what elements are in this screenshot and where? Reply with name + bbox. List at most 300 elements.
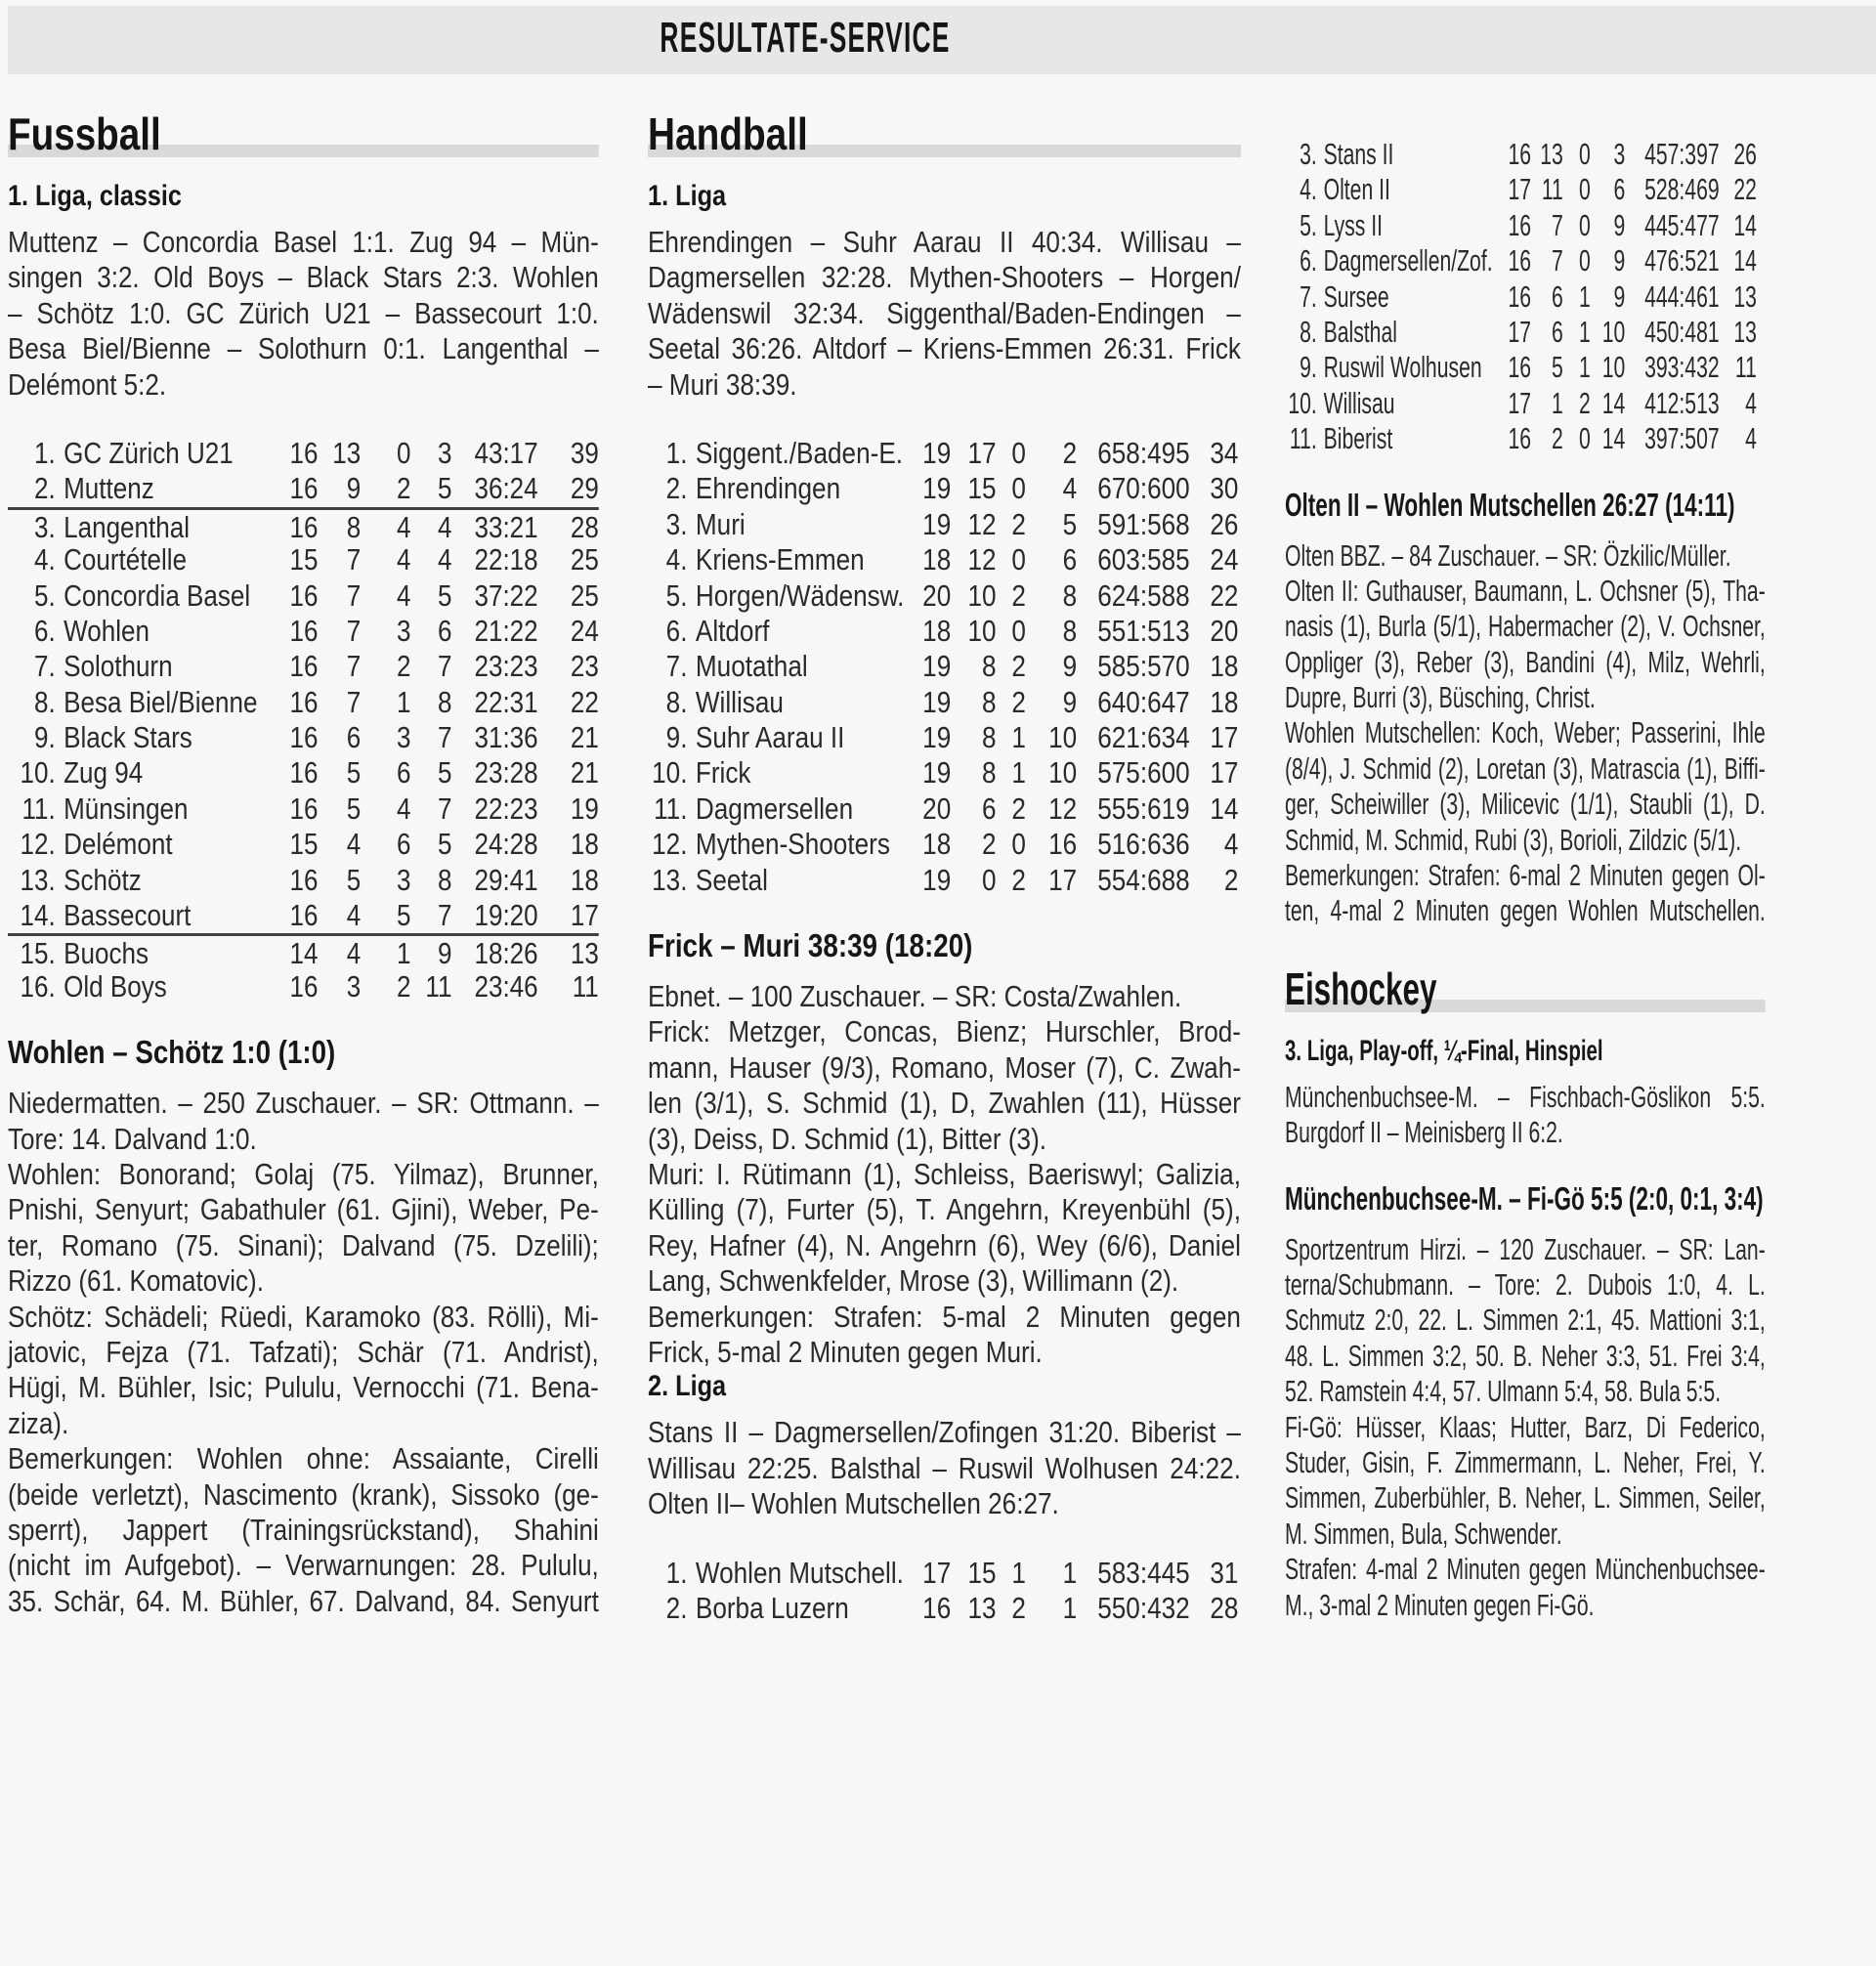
- cell-games: 18: [922, 542, 952, 577]
- text-line: Dupre, Burri (3), Büsching, Christ.: [1285, 680, 1596, 715]
- cell-team: Borba Luzern: [695, 1590, 849, 1625]
- table-row: [648, 1556, 1241, 1591]
- cell-rank: 4.: [1300, 172, 1317, 207]
- cell-games: 17: [1508, 385, 1532, 420]
- table-row: [1285, 243, 1766, 278]
- cell-team: Old Boys: [64, 968, 167, 1004]
- cell-losses: 1: [1062, 1555, 1078, 1590]
- cell-points: 23: [570, 649, 599, 684]
- cell-points: 39: [570, 435, 599, 470]
- cell-draws: 3: [396, 613, 411, 648]
- cell-losses: 10: [1048, 755, 1078, 791]
- cell-wins: 6: [1552, 314, 1563, 349]
- table-row: [648, 720, 1241, 755]
- cell-games: 16: [1508, 278, 1532, 314]
- report-paragraph: [8, 1441, 599, 1619]
- text-line: len (3/1), S. Schmid (1), D, Zwahlen (11), Hüsser: [648, 1086, 1241, 1121]
- report-paragraph: [1285, 1410, 1766, 1553]
- cell-goals: 23:28: [474, 755, 538, 791]
- text-line: mann, Hauser (9/3), Romano, Moser (7), C. Zwah-: [648, 1049, 1241, 1085]
- cell-draws: 3: [396, 720, 411, 755]
- report-paragraph: [648, 979, 1241, 1014]
- cell-losses: 2: [1062, 435, 1078, 470]
- table-row: [648, 1591, 1241, 1626]
- cell-goals: 450:481: [1644, 314, 1720, 349]
- text-line: 48. L. Simmen 3:2, 50. B. Neher 3:3, 51. Frei 3:4,: [1285, 1338, 1766, 1373]
- cell-losses: 9: [1062, 649, 1078, 684]
- cell-losses: 12: [1048, 791, 1078, 826]
- standings-table: [648, 436, 1241, 898]
- table-row: [648, 791, 1241, 827]
- cell-games: 15: [289, 542, 319, 577]
- cell-draws: 2: [396, 649, 411, 684]
- cell-games: 19: [922, 720, 952, 755]
- cell-wins: 2: [1552, 421, 1563, 456]
- cell-points: 20: [1210, 613, 1239, 648]
- text-line: Pnishi, Senyurt; Gabathuler (61. Gjini), Weber, Pe-: [8, 1192, 599, 1227]
- standings-table: [1285, 137, 1766, 457]
- cell-draws: 3: [396, 862, 411, 897]
- cell-losses: 17: [1048, 862, 1078, 897]
- cell-wins: 12: [967, 542, 997, 577]
- cell-points: 17: [1210, 755, 1239, 791]
- match-heading: Olten II – Wohlen Mutschellen 26:27 (14:11): [1285, 486, 1735, 523]
- cell-team: Lyss II: [1323, 207, 1384, 242]
- cell-team: Olten II: [1323, 172, 1390, 207]
- text-line: Schmutz 2:0, 22. L. Simmen 2:1, 45. Mattioni 3:1,: [1285, 1303, 1766, 1338]
- text-line: Frick: Metzger, Concas, Bienz; Hurschler, Brod-: [648, 1014, 1241, 1049]
- cell-rank: 14.: [20, 898, 56, 933]
- report-paragraph: [8, 225, 599, 403]
- table-row: [1285, 386, 1766, 421]
- cell-rank: 4.: [33, 542, 56, 577]
- table-row: [8, 578, 599, 614]
- cell-rank: 11.: [1289, 421, 1317, 456]
- cell-draws: 0: [1579, 243, 1591, 278]
- cell-goals: 457:397: [1644, 137, 1720, 171]
- league-subhead: 3. Liga, Play-off, ¼-Final, Hinspiel: [1285, 1034, 1603, 1067]
- cell-goals: 624:588: [1097, 577, 1190, 613]
- cell-losses: 11: [425, 968, 452, 1004]
- cell-rank: 1.: [665, 435, 688, 470]
- text-line: Bemerkungen: Strafen: 5-mal 2 Minuten gegen: [648, 1299, 1241, 1334]
- column-handball2-eishockey: [1285, 104, 1766, 1960]
- cell-points: 14: [1733, 243, 1757, 278]
- cell-draws: 4: [396, 509, 411, 544]
- cell-team: Münsingen: [64, 791, 189, 826]
- cell-draws: 0: [1579, 172, 1591, 207]
- cell-points: 14: [1733, 207, 1757, 242]
- cell-games: 16: [1508, 137, 1532, 171]
- text-line: Frick, 5-mal 2 Minuten gegen Muri.: [648, 1334, 1043, 1369]
- cell-losses: 10: [1601, 350, 1626, 385]
- cell-team: Dagmersellen: [695, 791, 854, 826]
- cell-losses: 7: [437, 720, 452, 755]
- text-line: Studer, Gisin, F. Zimmermann, L. Neher, Frei, Y.: [1285, 1444, 1766, 1479]
- cell-rank: 12.: [20, 827, 56, 862]
- text-line: – Muri 38:39.: [648, 366, 797, 402]
- cell-draws: 2: [1011, 506, 1026, 541]
- cell-losses: 7: [437, 791, 452, 826]
- cell-team: Siggent./Baden-E.: [695, 435, 904, 470]
- cell-wins: 5: [346, 755, 362, 791]
- cell-rank: 8.: [33, 684, 56, 719]
- text-line: ger, Scheiwiller (3), Milicevic (1/1), Staubli (1), D.: [1285, 787, 1766, 822]
- page-title: RESULTATE-SERVICE: [660, 14, 951, 62]
- text-line: Willisau 22:25. Balsthal – Ruswil Wolhusen 24:22.: [648, 1450, 1241, 1485]
- table-row: [1285, 137, 1766, 172]
- text-line: Niedermatten. – 250 Zuschauer. – SR: Ottmann. –: [8, 1086, 599, 1121]
- cell-games: 16: [289, 968, 319, 1004]
- cell-team: Horgen/Wädensw.: [695, 577, 905, 613]
- cell-points: 4: [1745, 385, 1757, 420]
- cell-team: Schötz: [64, 862, 142, 897]
- table-row: [648, 471, 1241, 506]
- cell-draws: 0: [1579, 207, 1591, 242]
- cell-games: 19: [922, 506, 952, 541]
- match-heading: Münchenbuchsee-M. – Fi-Gö 5:5 (2:0, 0:1, 3:4): [1285, 1179, 1764, 1217]
- cell-team: Balsthal: [1323, 314, 1397, 349]
- text-line: Stans II – Dagmersellen/Zofingen 31:20. Biberist –: [648, 1415, 1241, 1450]
- report-paragraph: [648, 1415, 1241, 1521]
- league-subhead: 1. Liga: [648, 180, 727, 212]
- cell-goals: 575:600: [1097, 755, 1190, 791]
- cell-wins: 4: [346, 936, 362, 971]
- cell-games: 17: [922, 1555, 952, 1590]
- text-line: Dagmersellen 32:28. Mythen-Shooters – Horgen/: [648, 260, 1241, 295]
- text-line: Rizzo (61. Komatovic).: [8, 1263, 264, 1299]
- cell-games: 15: [289, 827, 319, 862]
- text-line: Bemerkungen: Wohlen ohne: Assaiante, Cirelli: [8, 1441, 599, 1476]
- cell-points: 30: [1210, 471, 1239, 506]
- cell-goals: 583:445: [1097, 1555, 1190, 1590]
- cell-rank: 11.: [21, 791, 56, 826]
- cell-losses: 8: [437, 862, 452, 897]
- text-line: (8/4), J. Schmid (2), Loretan (3), Matrascia (1), Biffi-: [1285, 750, 1766, 786]
- cell-losses: 5: [437, 471, 452, 506]
- text-line: Besa Biel/Bienne – Solothurn 0:1. Langenthal –: [8, 331, 599, 366]
- cell-points: 19: [570, 791, 599, 826]
- cell-wins: 6: [1552, 278, 1563, 314]
- table-row: [8, 649, 599, 684]
- cell-goals: 528:469: [1644, 172, 1720, 207]
- cell-wins: 10: [967, 613, 997, 648]
- cell-wins: 3: [346, 968, 362, 1004]
- section-heading: [648, 109, 1241, 160]
- cell-team: Suhr Aarau II: [695, 720, 845, 755]
- section-heading-label: Handball: [648, 108, 808, 159]
- text-line: Lang, Schwenkfelder, Mrose (3), Willimann (2).: [648, 1263, 1179, 1299]
- cell-games: 16: [1508, 243, 1532, 278]
- section-heading-label: Eishockey: [1285, 962, 1437, 1014]
- cell-team: GC Zürich U21: [64, 435, 234, 470]
- cell-games: 16: [1508, 207, 1532, 242]
- cell-rank: 10.: [652, 755, 688, 791]
- cell-losses: 5: [437, 827, 452, 862]
- cell-draws: 0: [1579, 421, 1591, 456]
- table-row: [648, 507, 1241, 542]
- cell-wins: 5: [1552, 350, 1563, 385]
- cell-wins: 7: [346, 649, 362, 684]
- cell-games: 16: [289, 755, 319, 791]
- cell-draws: 1: [1011, 1555, 1026, 1590]
- table-row: [648, 542, 1241, 577]
- cell-rank: 1.: [665, 1555, 688, 1590]
- text-line: Hügi, M. Bühler, Isic; Pululu, Vernocchi (71. Bena-: [8, 1370, 599, 1405]
- cell-rank: 4.: [665, 542, 688, 577]
- table-row: [648, 436, 1241, 471]
- cell-wins: 7: [1552, 243, 1563, 278]
- report-paragraph: [648, 1014, 1241, 1157]
- text-line: Olten II: Guthauser, Baumann, L. Ochsner (5), Tha-: [1285, 573, 1766, 608]
- cell-wins: 5: [346, 862, 362, 897]
- cell-goals: 393:432: [1644, 350, 1720, 385]
- cell-games: 18: [922, 613, 952, 648]
- text-line: sperrt), Jappert (Trainingsrückstand), Shahini: [8, 1512, 599, 1547]
- cell-wins: 5: [346, 791, 362, 826]
- cell-losses: 8: [1062, 577, 1078, 613]
- text-line: Olten BBZ. – 84 Zuschauer. – SR: Özkilic/Müller.: [1285, 537, 1731, 573]
- cell-games: 16: [289, 720, 319, 755]
- text-line: (3), Deiss, D. Schmid (1), Bitter (3).: [648, 1121, 1047, 1156]
- report-paragraph: [1285, 1232, 1766, 1410]
- cell-points: 2: [1223, 862, 1239, 897]
- text-line: terna/Schubmann. – Tore: 2. Dubois 1:0, 4. L.: [1285, 1266, 1766, 1302]
- cell-draws: 0: [1011, 827, 1026, 862]
- text-line: Schmid, M. Schmid, Rubi (3), Borioli, Zildzic (5/1).: [1285, 822, 1742, 857]
- cell-wins: 4: [346, 827, 362, 862]
- cell-team: Courtételle: [64, 542, 188, 577]
- cell-points: 11: [572, 968, 599, 1004]
- league-subhead: 1. Liga, classic: [8, 180, 182, 212]
- cell-rank: 7.: [33, 649, 56, 684]
- table-row: [1285, 172, 1766, 207]
- table-row: [648, 685, 1241, 720]
- cell-points: 18: [1210, 649, 1239, 684]
- cell-rank: 16.: [20, 968, 56, 1004]
- cell-draws: 0: [396, 435, 411, 470]
- cell-rank: 5.: [1300, 207, 1317, 242]
- cell-points: 26: [1733, 137, 1757, 171]
- cell-team: Seetal: [695, 862, 768, 897]
- cell-games: 16: [289, 649, 319, 684]
- cell-games: 18: [922, 827, 952, 862]
- table-row: [648, 827, 1241, 862]
- table-row: [8, 755, 599, 791]
- table-row: [8, 898, 599, 933]
- cell-wins: 7: [1552, 207, 1563, 242]
- cell-team: Ehrendingen: [695, 471, 841, 506]
- cell-losses: 1: [1062, 1590, 1078, 1625]
- cell-rank: 13.: [20, 862, 56, 897]
- cell-points: 28: [1210, 1590, 1239, 1625]
- cell-points: 18: [570, 827, 599, 862]
- table-row: [1285, 315, 1766, 350]
- cell-rank: 8.: [665, 684, 688, 719]
- cell-rank: 3.: [1300, 137, 1317, 171]
- cell-wins: 12: [967, 506, 997, 541]
- cell-losses: 14: [1601, 385, 1626, 420]
- cell-goals: 444:461: [1644, 278, 1720, 314]
- text-line: 52. Ramstein 4:4, 57. Ulmann 5:4, 58. Bula 5:5.: [1285, 1374, 1722, 1409]
- table-row: [8, 969, 599, 1004]
- cell-games: 16: [289, 791, 319, 826]
- cell-team: Mythen-Shooters: [695, 827, 890, 862]
- text-line: M. Simmen, Bula, Schwender.: [1285, 1516, 1562, 1551]
- text-line: Münchenbuchsee-M. – Fischbach-Göslikon 5:5.: [1285, 1079, 1766, 1114]
- text-line: Olten II– Wohlen Mutschellen 26:27.: [648, 1486, 1059, 1521]
- cell-wins: 8: [346, 509, 362, 544]
- cell-goals: 670:600: [1097, 471, 1190, 506]
- cell-goals: 37:22: [474, 577, 538, 613]
- text-line: Simmen, Zuberbühler, B. Neher, L. Simmen, Seiler,: [1285, 1480, 1766, 1516]
- cell-points: 26: [1210, 506, 1239, 541]
- cell-losses: 10: [1048, 720, 1078, 755]
- text-line: Wädenswil 32:34. Siggenthal/Baden-Endingen –: [648, 295, 1241, 330]
- cell-losses: 7: [437, 649, 452, 684]
- text-line: Tore: 14. Dalvand 1:0.: [8, 1121, 257, 1156]
- table-row: [8, 791, 599, 827]
- table-row: [648, 649, 1241, 684]
- cell-games: 19: [922, 471, 952, 506]
- cell-goals: 551:513: [1097, 613, 1190, 648]
- cell-goals: 591:568: [1097, 506, 1190, 541]
- cell-games: 16: [289, 509, 319, 544]
- text-line: Bemerkungen: Strafen: 6-mal 2 Minuten gegen Ol-: [1285, 858, 1766, 893]
- cell-points: 4: [1745, 421, 1757, 456]
- cell-draws: 1: [396, 936, 411, 971]
- cell-games: 19: [922, 684, 952, 719]
- cell-draws: 1: [1579, 350, 1591, 385]
- cell-points: 14: [1210, 791, 1239, 826]
- cell-draws: 6: [396, 827, 411, 862]
- table-row: [648, 863, 1241, 898]
- cell-rank: 5.: [33, 577, 56, 613]
- cell-draws: 2: [1011, 1590, 1026, 1625]
- cell-wins: 11: [1541, 172, 1563, 207]
- cell-team: Wohlen: [64, 613, 149, 648]
- cell-team: Wohlen Mutschell.: [695, 1555, 904, 1590]
- table-row: [8, 863, 599, 898]
- cell-games: 17: [1508, 314, 1532, 349]
- cell-team: Biberist: [1323, 421, 1393, 456]
- report-paragraph: [1285, 1552, 1766, 1623]
- cell-goals: 640:647: [1097, 684, 1190, 719]
- cell-rank: 9.: [665, 720, 688, 755]
- cell-points: 29: [570, 471, 599, 506]
- cell-games: 20: [922, 577, 952, 613]
- cell-points: 4: [1223, 827, 1239, 862]
- league-subhead: 2. Liga: [648, 1370, 727, 1403]
- cell-losses: 6: [1613, 172, 1626, 207]
- cell-wins: 4: [346, 898, 362, 933]
- cell-rank: 7.: [1300, 278, 1317, 314]
- table-row: [1285, 279, 1766, 315]
- cell-games: 16: [289, 613, 319, 648]
- cell-draws: 2: [396, 471, 411, 506]
- cell-wins: 7: [346, 613, 362, 648]
- table-row: [8, 720, 599, 755]
- report-paragraph: [1285, 715, 1766, 858]
- cell-goals: 585:570: [1097, 649, 1190, 684]
- cell-points: 18: [1210, 684, 1239, 719]
- cell-goals: 555:619: [1097, 791, 1190, 826]
- cell-points: 25: [570, 577, 599, 613]
- cell-points: 13: [570, 936, 599, 971]
- cell-points: 17: [570, 898, 599, 933]
- cell-losses: 8: [437, 684, 452, 719]
- cell-draws: 2: [1011, 684, 1026, 719]
- cell-rank: 5.: [665, 577, 688, 613]
- cell-games: 16: [289, 435, 319, 470]
- cell-losses: 8: [1062, 613, 1078, 648]
- cell-goals: 397:507: [1644, 421, 1720, 456]
- cell-games: 20: [922, 791, 952, 826]
- cell-goals: 29:41: [474, 862, 538, 897]
- cell-goals: 23:23: [474, 649, 538, 684]
- cell-wins: 15: [967, 471, 997, 506]
- report-paragraph: [648, 1300, 1241, 1371]
- column-fussball: [8, 109, 599, 1966]
- cell-team: Muri: [695, 506, 746, 541]
- cell-losses: 4: [437, 542, 452, 577]
- cell-team: Buochs: [64, 936, 149, 971]
- cell-goals: 516:636: [1097, 827, 1190, 862]
- cell-losses: 9: [437, 936, 452, 971]
- cell-draws: 4: [396, 577, 411, 613]
- cell-goals: 603:585: [1097, 542, 1190, 577]
- cell-team: Altdorf: [695, 613, 770, 648]
- report-paragraph: [1285, 858, 1766, 929]
- cell-games: 16: [289, 862, 319, 897]
- cell-losses: 5: [437, 755, 452, 791]
- cell-team: Zug 94: [64, 755, 144, 791]
- report-paragraph: [648, 225, 1241, 403]
- cell-rank: 2.: [665, 1590, 688, 1625]
- cell-points: 24: [570, 613, 599, 648]
- cell-team: Willisau: [695, 684, 784, 719]
- text-line: Külling (7), Furter (5), T. Angehrn, Kreyenbühl (5),: [648, 1192, 1241, 1227]
- cell-rank: 9.: [1300, 350, 1317, 385]
- cell-draws: 0: [1011, 542, 1026, 577]
- cell-points: 22: [570, 684, 599, 719]
- cell-goals: 21:22: [474, 613, 538, 648]
- cell-points: 18: [570, 862, 599, 897]
- report-paragraph: [648, 1157, 1241, 1300]
- cell-team: Frick: [695, 755, 751, 791]
- table-row: [1285, 208, 1766, 243]
- cell-points: 17: [1210, 720, 1239, 755]
- cell-team: Concordia Basel: [64, 577, 251, 613]
- text-line: Oppliger (3), Reber (3), Bandini (4), Milz, Wehrli,: [1285, 644, 1766, 679]
- text-line: – Schötz 1:0. GC Zürich U21 – Bassecourt 1:0.: [8, 295, 599, 330]
- cell-draws: 1: [1011, 755, 1026, 791]
- cell-wins: 10: [967, 577, 997, 613]
- cell-team: Solothurn: [64, 649, 173, 684]
- text-line: 35. Schär, 64. M. Bühler, 67. Dalvand, 84. Senyurt: [8, 1583, 599, 1618]
- text-line: Wohlen: Bonorand; Golaj (75. Yilmaz), Brunner,: [8, 1156, 599, 1191]
- cell-points: 28: [570, 509, 599, 544]
- cell-draws: 2: [1011, 577, 1026, 613]
- cell-goals: 550:432: [1097, 1590, 1190, 1625]
- cell-draws: 1: [1579, 314, 1591, 349]
- cell-wins: 7: [346, 577, 362, 613]
- cell-games: 19: [922, 862, 952, 897]
- cell-goals: 18:26: [474, 936, 538, 971]
- cell-rank: 12.: [652, 827, 688, 862]
- cell-points: 11: [1734, 350, 1757, 385]
- cell-points: 21: [570, 755, 599, 791]
